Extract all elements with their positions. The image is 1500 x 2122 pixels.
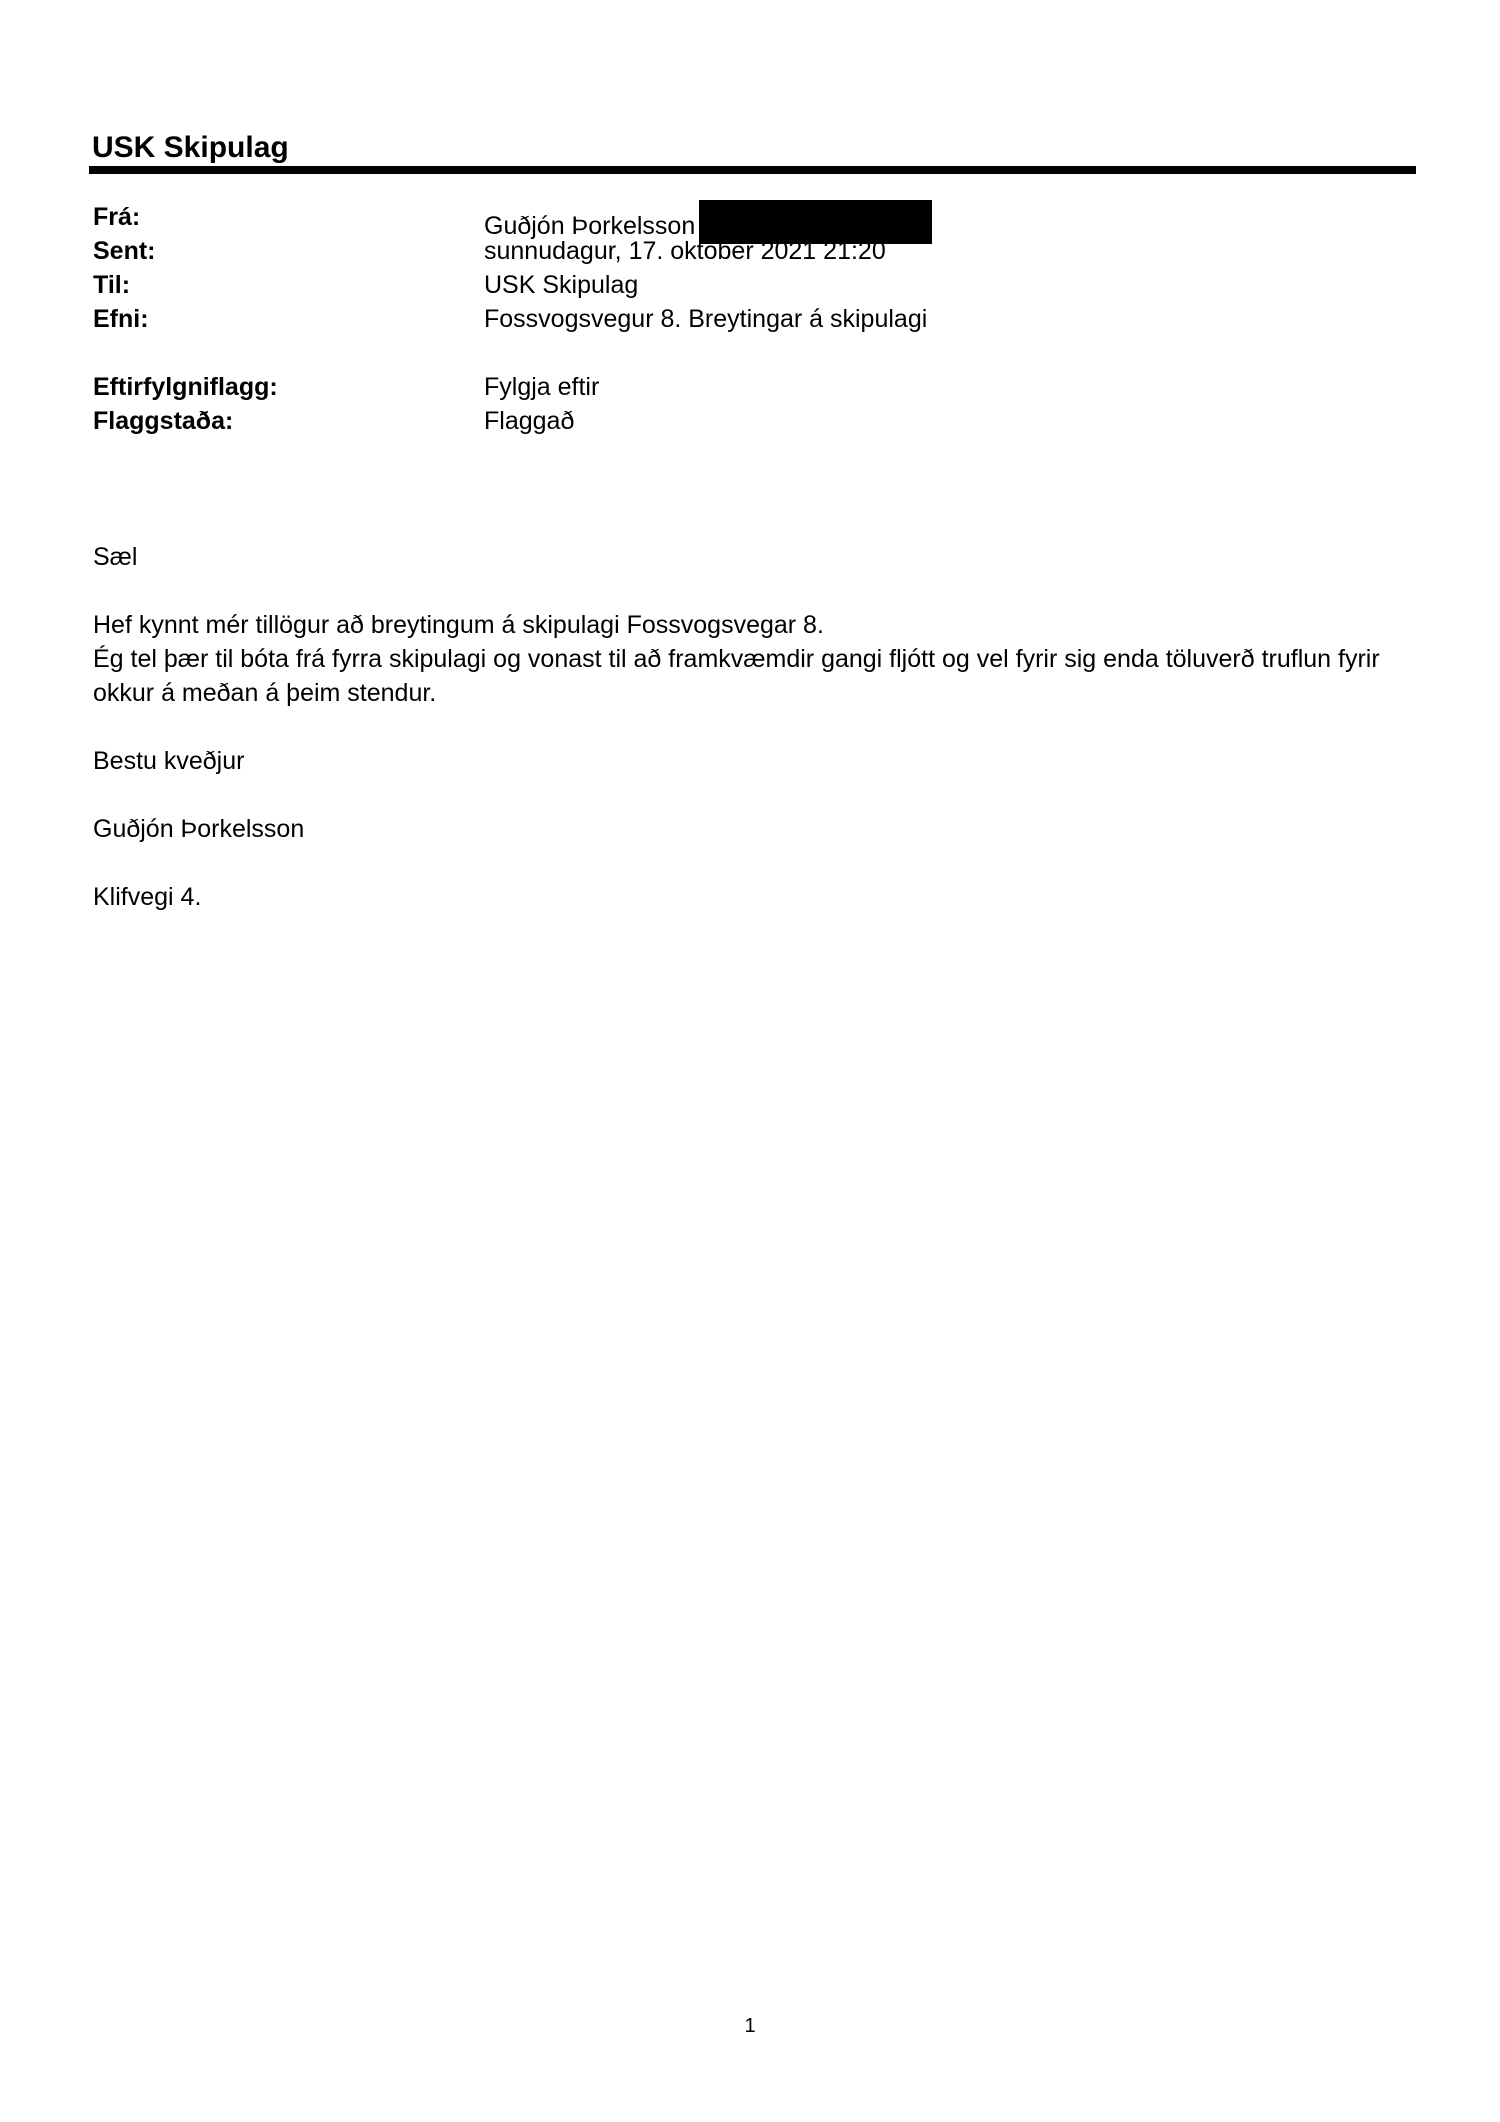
followup-row — [93, 370, 1393, 404]
page-number: 1 — [744, 2015, 756, 2037]
to-row — [93, 268, 1393, 302]
email-header-fields — [93, 200, 1393, 336]
signature-name: Guðjón Þorkelsson — [93, 815, 305, 843]
sent-row — [93, 234, 1393, 268]
message-body — [93, 540, 1413, 574]
flag-status-value: Flaggað — [484, 407, 575, 435]
signature-address: Klifvegi 4. — [93, 883, 202, 911]
flag-status-label: Flaggstaða: — [93, 407, 234, 435]
title-divider — [89, 166, 1416, 174]
subject-value: Fossvogsvegur 8. Breytingar á skipulagi — [484, 305, 928, 333]
followup-label: Eftirfylgniflagg: — [93, 373, 278, 401]
paragraph-line-2: Ég tel þær til bóta frá fyrra skipulagi og vonast til að framkvæmdir gangi fljótt og vel fyrir sig enda töluverð truflun fyrir okkur á meðan á þeim stendur. — [93, 645, 1380, 707]
to-value: USK Skipulag — [484, 271, 639, 299]
email-flag-fields — [93, 370, 1393, 438]
closing: Bestu kveðjur — [93, 747, 245, 775]
subject-row — [93, 302, 1393, 336]
signature-address-block — [93, 880, 1413, 914]
from-row — [93, 200, 1393, 240]
closing-block — [93, 744, 1413, 778]
flag-status-row — [93, 404, 1393, 438]
page-title: USK Skipulag — [92, 131, 289, 164]
greeting: Sæl — [93, 543, 138, 571]
subject-label: Efni: — [93, 305, 149, 333]
paragraph-line-1: Hef kynnt mér tillögur að breytingum á skipulagi Fossvogsvegar 8. — [93, 611, 824, 639]
sender-name: Guðjón Þorkelsson — [484, 212, 696, 240]
sent-value: sunnudagur, 17. október 2021 21:20 — [484, 237, 886, 265]
from-label: Frá: — [93, 203, 141, 231]
followup-value: Fylgja eftir — [484, 373, 600, 401]
signature-name-block — [93, 812, 1413, 846]
sent-label: Sent: — [93, 237, 156, 265]
to-label: Til: — [93, 271, 131, 299]
message-paragraph — [93, 608, 1413, 710]
